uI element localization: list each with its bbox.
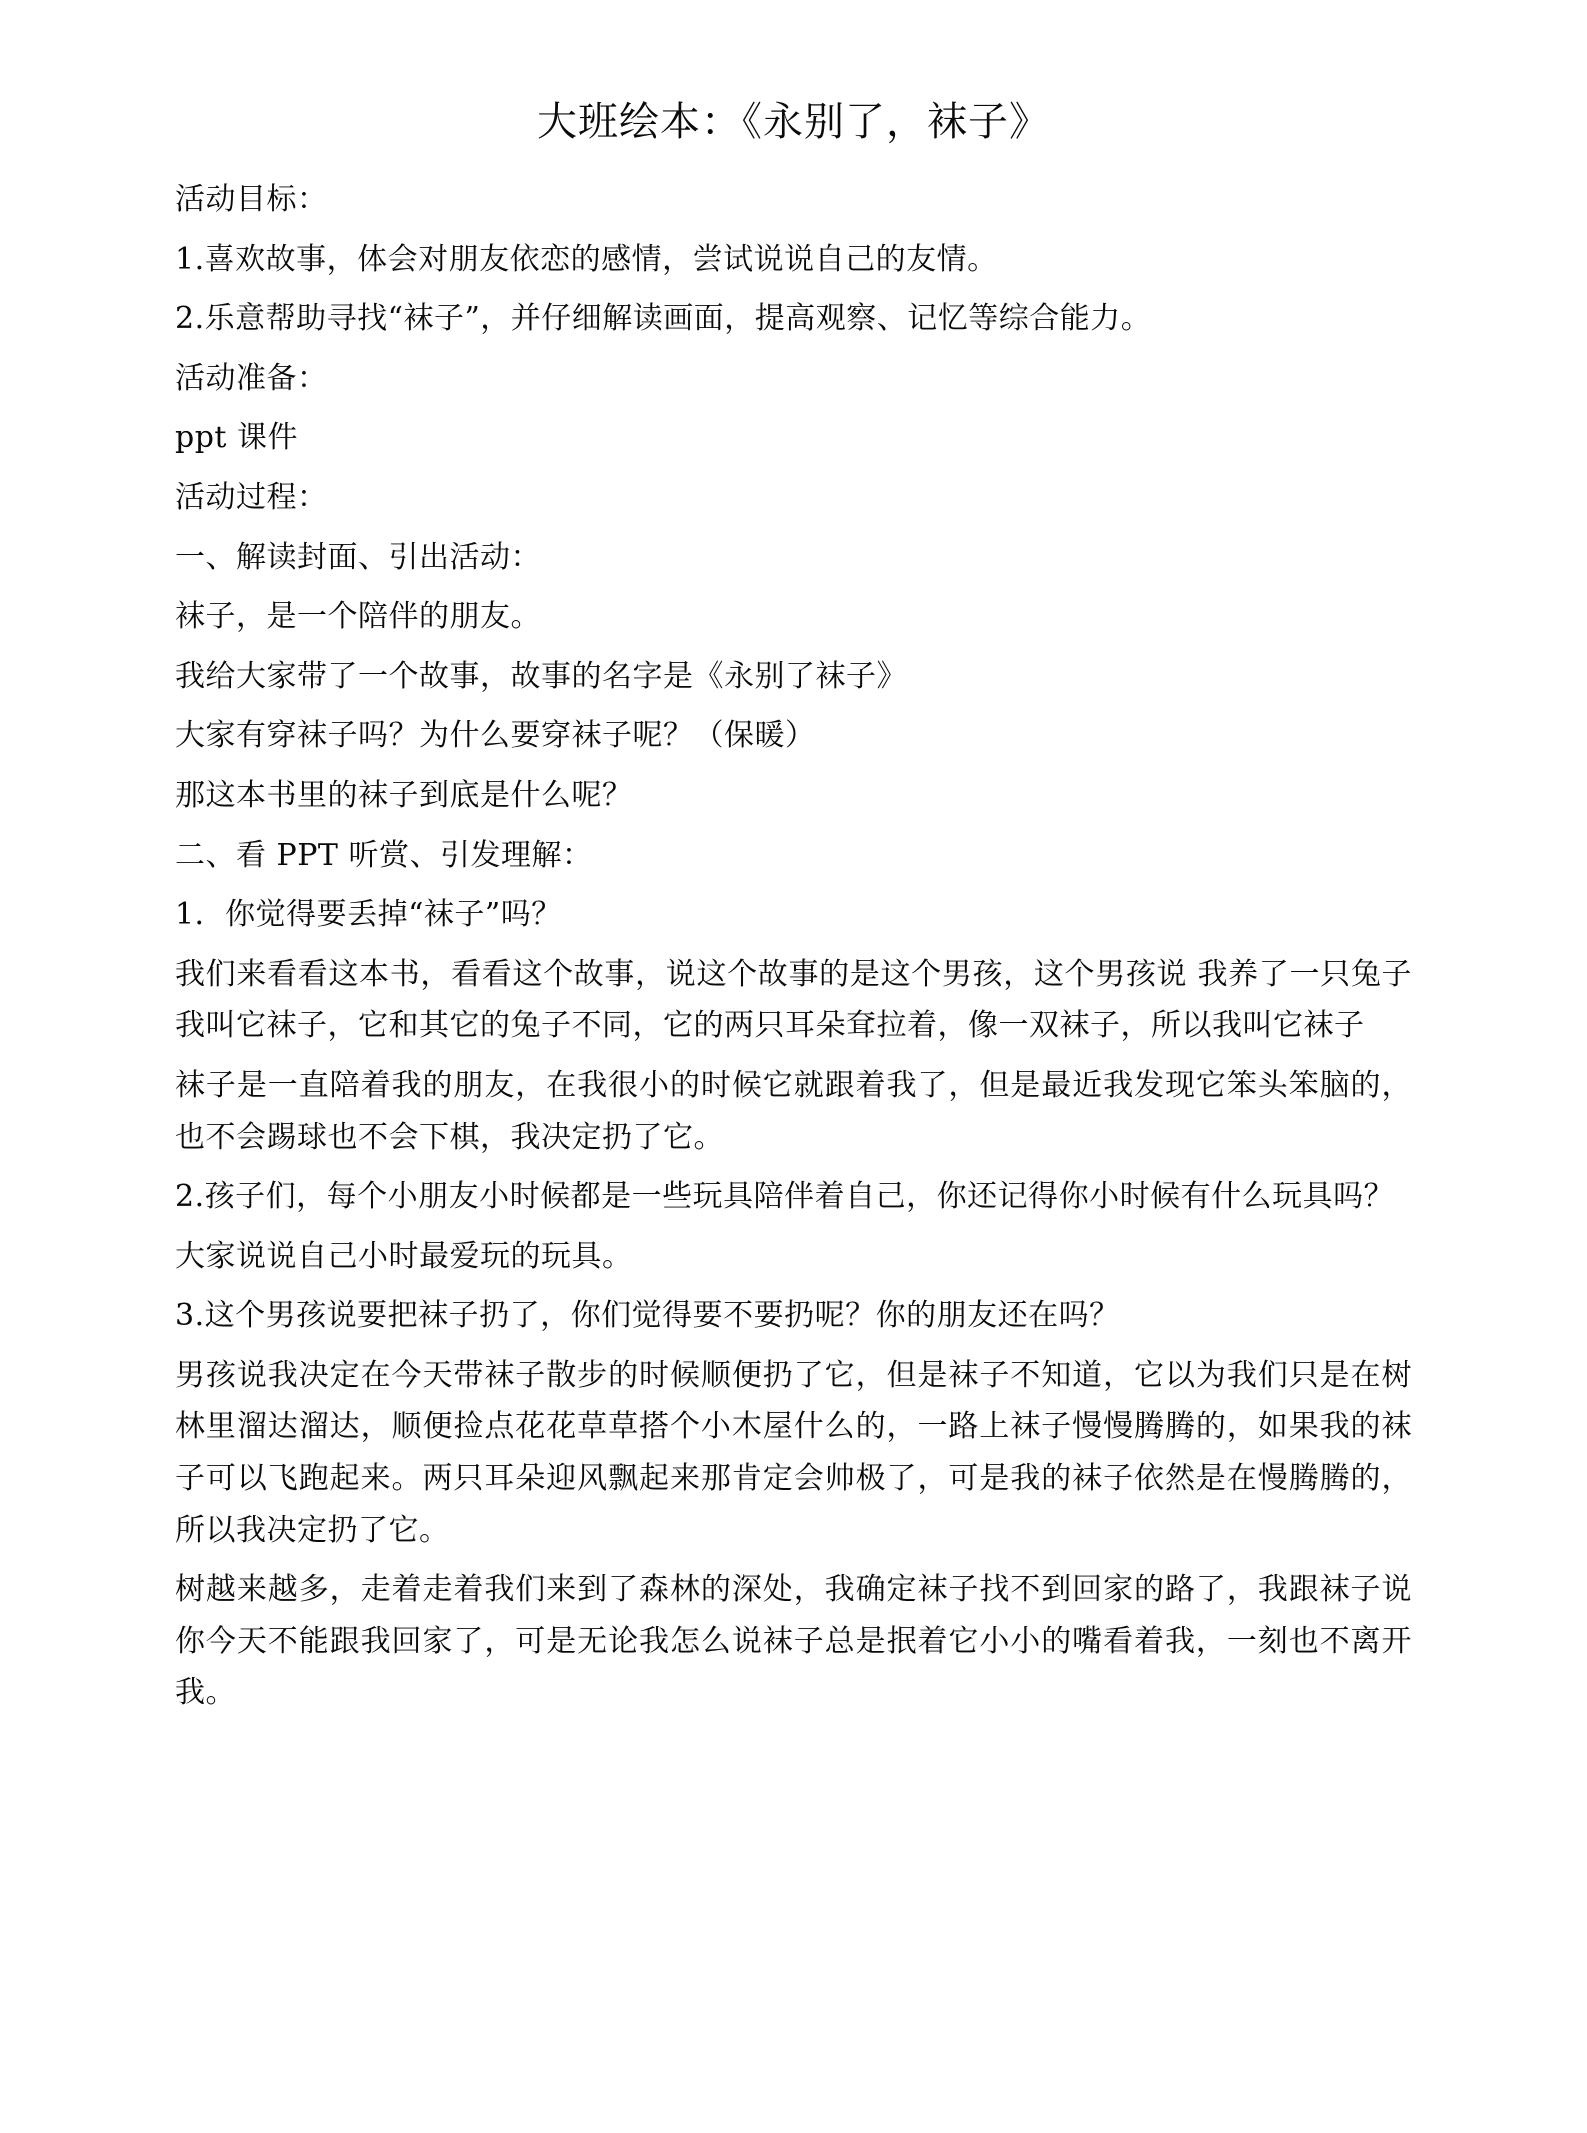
body-paragraph: 男孩说我决定在今天带袜子散步的时候顺便扔了它，但是袜子不知道，它以为我们只是在树林里溜达溜达，顺便捡点花花草草搭个小木屋什么的，一路上袜子慢慢腾腾的，如果我的袜子可以飞跑起来。两只耳朵迎风飘起来那肯定会帅极了，可是我的袜子依然是在慢腾腾的，所以我决定扔了它。 [175, 1357, 1412, 1548]
body-line: 活动过程： [175, 479, 328, 515]
body-line: 我给大家带了一个故事，故事的名字是《永别了袜子》 [175, 658, 907, 694]
body-line: 一、解读封面、引出活动： [175, 539, 541, 575]
body-line: ppt 课件 [175, 420, 298, 456]
body-paragraph: 我们来看看这本书，看看这个故事，说这个故事的是这个男孩，这个男孩说 我养了一只兔子我叫它袜子，它和其它的兔子不同，它的两只耳朵耷拉着，像一双袜子，所以我叫它袜子 [175, 956, 1412, 1044]
body-line: 1.喜欢故事，体会对朋友依恋的感情，尝试说说自己的友情。 [175, 241, 998, 277]
document-body [175, 174, 1412, 1719]
body-line: 1．你觉得要丢掉“袜子”吗？ [175, 897, 562, 933]
body-line: 袜子，是一个陪伴的朋友。 [175, 599, 541, 635]
page-title: 大班绘本：《永别了，袜子》 [537, 99, 1050, 145]
body-line: 2.乐意帮助寻找“袜子”，并仔细解读画面，提高观察、记忆等综合能力。 [175, 301, 1152, 337]
body-paragraph: 树越来越多，走着走着我们来到了森林的深处，我确定袜子找不到回家的路了，我跟袜子说你今天不能跟我回家了，可是无论我怎么说袜子总是抿着它小小的嘴看着我，一刻也不离开我。 [175, 1572, 1412, 1711]
body-line: 大家有穿袜子吗？为什么要穿袜子呢？（保暖） [175, 718, 816, 754]
body-line: 那这本书里的袜子到底是什么呢？ [175, 777, 633, 813]
body-line: 大家说说自己小时最爱玩的玩具。 [175, 1238, 633, 1274]
body-line: 3.这个男孩说要把袜子扔了，你们觉得要不要扔呢？你的朋友还在吗？ [175, 1298, 1120, 1334]
body-paragraph: 袜子是一直陪着我的朋友，在我很小的时候它就跟着我了，但是最近我发现它笨头笨脑的，也不会踢球也不会下棋，我决定扔了它。 [175, 1067, 1412, 1155]
body-line: 二、看 PPT 听赏、引发理解： [175, 837, 593, 873]
body-paragraph: 2.孩子们，每个小朋友小时候都是一些玩具陪伴着自己，你还记得你小时候有什么玩具吗？ [175, 1179, 1395, 1215]
body-line: 活动目标： [175, 182, 328, 217]
body-line: 活动准备： [175, 360, 328, 396]
